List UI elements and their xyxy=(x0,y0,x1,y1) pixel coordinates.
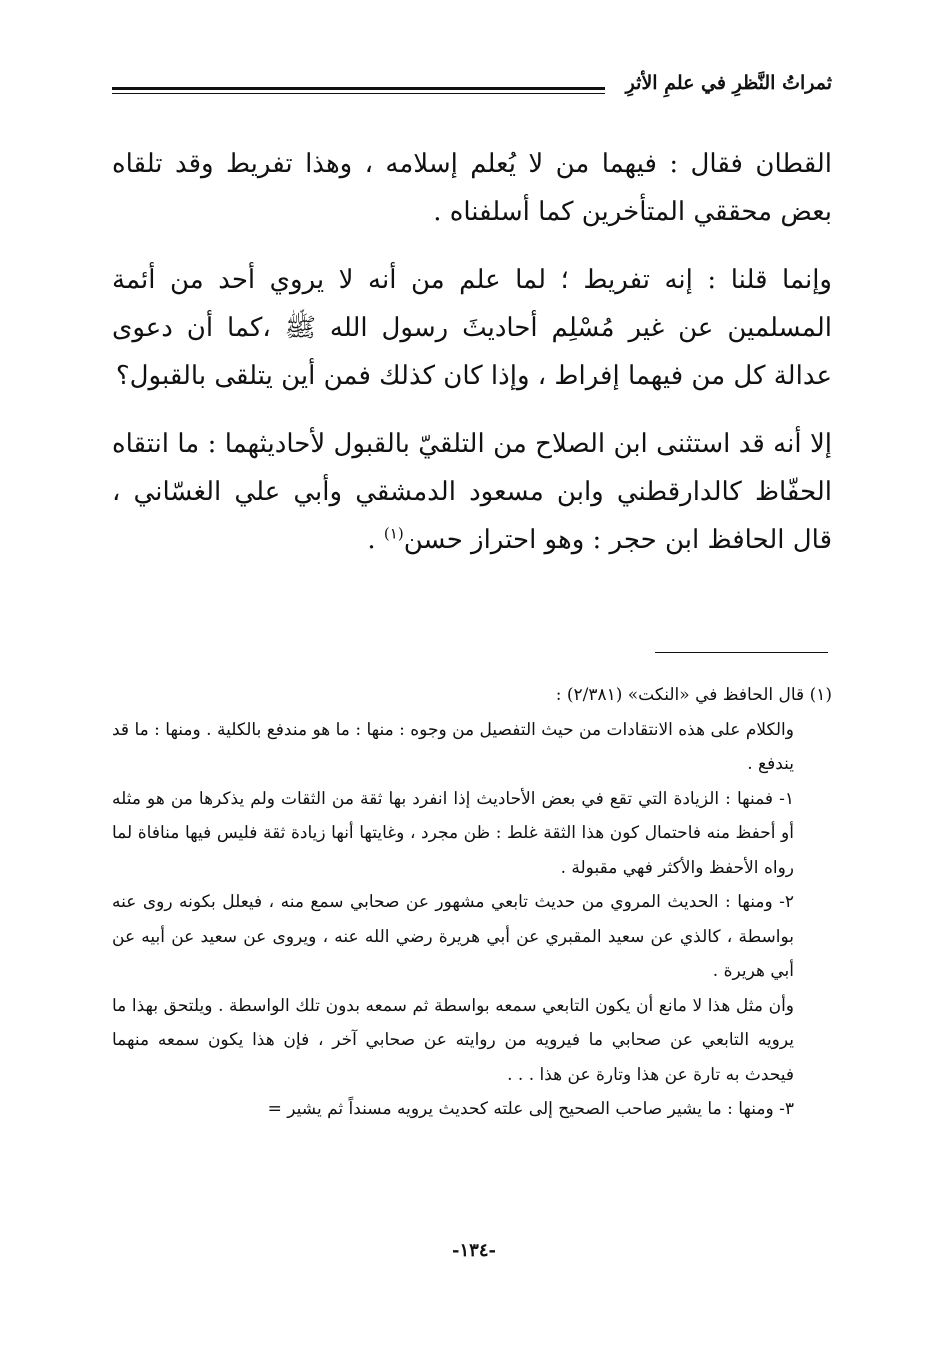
footnote-line: والكلام على هذه الانتقادات من حيث التفصيل من وجوه : منها : ما هو مندفع بالكلية . ومنها : ما قد يندفع . xyxy=(112,719,794,774)
footnote-separator xyxy=(655,652,828,653)
paragraph: وإنما قلنا : إنه تفريط ؛ لما علم من أنه لا يروي أحد من أئمة المسلمين عن غير مُسْلِم أحاديثَ رسول الله ﷺ ،كما أن دعوى عدالة كل من فيهما إفراط ، وإذا كان كذلك فمن أين يتلقى بالقبول؟ xyxy=(112,265,832,391)
footnote-line: (١) قال الحافظ في «النكت» (٢/٣٨١) : xyxy=(555,685,832,705)
main-text xyxy=(112,140,832,584)
footnote-line: ٣- ومنها : ما يشير صاحب الصحيح إلى علته كحديث يرويه مسنداً ثم يشير = xyxy=(267,1099,794,1119)
footnote-line: ٢- ومنها : الحديث المروي من حديث تابعي مشهور عن صحابي سمع منه ، فيعلل بكونه روى عنه بواسطة ، كالذي عن سعيد المقبري عن أبي هريرة رضي الله عنه ، ويروى عن سعيد عن أبيه عن أبي هريرة . xyxy=(112,892,794,981)
footnote-line: ١- فمنها : الزيادة التي تقع في بعض الأحاديث إذا انفرد بها ثقة من الثقات ولم يذكرها من هو مثله أو أحفظ منه فاحتمال كون هذا الثقة غلط : ظن مجرد ، وغايتها أنها زيادة ثقة فليس فيها منافاة لما رواه الأحفظ والأكثر فهي مقبولة . xyxy=(112,788,794,878)
book-title: ثمراتُ النَّظرِ في علمِ الأثرِ xyxy=(625,72,832,94)
paragraph: القطان فقال : فيهما من لا يُعلم إسلامه ، وهذا تفريط وقد تلقاه بعض محققي المتأخرين كما أسلفناه . xyxy=(112,149,832,227)
footnotes xyxy=(112,678,832,1127)
page-number: -١٣٤- xyxy=(452,1240,496,1261)
paragraph xyxy=(112,420,832,564)
footnote-line: وأن مثل هذا لا مانع أن يكون التابعي سمعه بواسطة ثم سمعه بدون تلك الواسطة . ويلتحق بهذا ما يرويه التابعي عن صحابي ما فيرويه من روايته عن صحابي آخر ، فإن هذا يكون سمعه منهما فيحدث به تارة عن هذا وتارة عن هذا . . . xyxy=(112,995,795,1085)
closing-period: . xyxy=(367,525,384,555)
running-header xyxy=(112,72,832,108)
footnote-marker: (١) xyxy=(383,524,404,543)
paragraph-text: إلا أنه قد استثنى ابن الصلاح من التلقيّ بالقبول لأحاديثهما : ما انتقاه الحفّاظ كالدارقطني وابن مسعود الدمشقي وأبي علي الغسّاني ، قال الحافظ ابن حجر : وهو احتراز حسن xyxy=(112,429,832,555)
header-double-rule xyxy=(112,87,605,94)
